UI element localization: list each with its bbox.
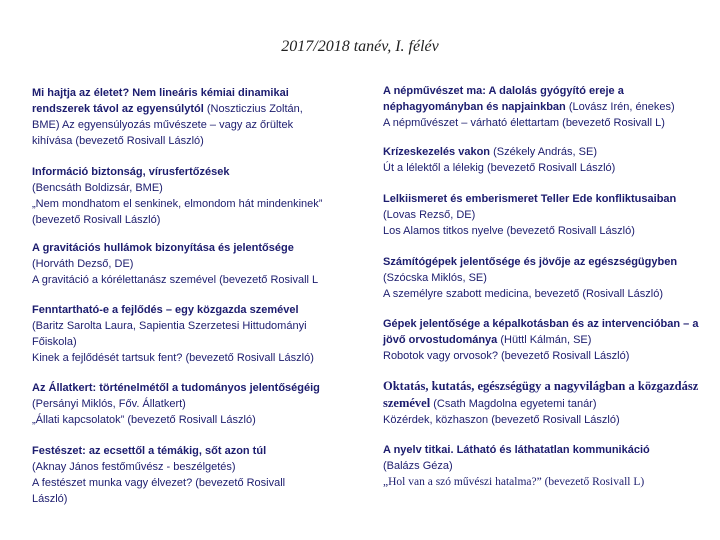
lecture-item bbox=[383, 83, 693, 131]
lecture-intro: Robotok vagy orvosok? (bevezető Rosivall László) bbox=[383, 350, 630, 362]
lecture-item bbox=[383, 378, 713, 428]
lecture-title: A gravitációs hullámok bizonyítása és jelentősége bbox=[32, 242, 294, 254]
lecture-title: Számítógépek jelentősége és jövője az egészségügyben bbox=[383, 256, 678, 268]
lecture-intro: Közérdek, közhaszon (bevezető Rosivall László) bbox=[383, 414, 620, 426]
lecture-title: Gépek jelentősége a képalkotásban és az intervencióban – a jövő orvostudománya bbox=[383, 318, 699, 346]
lecture-title: Krízeskezelés vakon bbox=[383, 146, 491, 158]
lecture-title: Fenntartható-e a fejlődés – egy közgazda szemével bbox=[32, 304, 299, 316]
lecture-item bbox=[32, 302, 342, 366]
lecture-speaker: (Lovas Rezső, DE) bbox=[383, 209, 476, 221]
lecture-intro: A gravitáció a kórélettanász szemével (bevezető Rosivall L bbox=[32, 274, 319, 286]
lecture-item bbox=[32, 85, 332, 149]
lecture-speaker: (Aknay János festőművész - beszélgetés) bbox=[32, 461, 236, 473]
lecture-item bbox=[383, 254, 703, 302]
lecture-title: Az Állatkert: történelmétől a tudományos jelentőségéig bbox=[32, 382, 320, 394]
page-title: 2017/2018 tanév, I. félév bbox=[281, 38, 439, 55]
lecture-intro: Los Alamos titkos nyelve (bevezető Rosivall László) bbox=[383, 225, 635, 237]
lecture-title: Információ biztonság, vírusfertőzések bbox=[32, 166, 230, 178]
lecture-speaker: (Persányi Miklós, Főv. Állatkert) bbox=[32, 398, 186, 410]
lecture-speaker: (Lovász Irén, énekes) bbox=[565, 101, 675, 113]
lecture-speaker: (Balázs Géza) bbox=[383, 460, 453, 472]
lecture-item bbox=[32, 443, 322, 507]
lecture-item bbox=[32, 164, 332, 228]
lecture-item bbox=[383, 442, 703, 490]
lecture-speaker: (Bencsáth Boldizsár, BME) bbox=[32, 182, 163, 194]
lecture-title: A népművészet ma: A dalolás gyógyító ereje a néphagyományban és napjainkban bbox=[383, 85, 624, 113]
lecture-details: (Noszticzius Zoltán, BME) Az egyensúlyozás művészete – vagy az őrültek kihívása (bevezető Rosivall László) bbox=[32, 103, 303, 147]
lecture-title: Festészet: az ecsettől a témákig, sőt azon túl bbox=[32, 445, 267, 457]
lecture-item bbox=[383, 191, 703, 239]
lecture-speaker: (Horváth Dezső, DE) bbox=[32, 258, 134, 270]
lecture-intro: A népművészet – várható élettartam (bevezető Rosivall L) bbox=[383, 117, 665, 129]
lecture-item bbox=[32, 380, 352, 428]
lecture-intro: Út a lélektől a lélekig (bevezető Rosivall László) bbox=[383, 162, 616, 174]
lecture-item bbox=[32, 240, 342, 288]
lecture-intro: „Hol van a szó művészi hatalma?” (bevezető Rosivall L) bbox=[383, 476, 645, 488]
lecture-intro: „Állati kapcsolatok” (bevezető Rosivall László) bbox=[32, 414, 256, 426]
lecture-item bbox=[383, 144, 703, 176]
lecture-title: A nyelv titkai. Látható és láthatatlan kommunikáció bbox=[383, 444, 650, 456]
lecture-intro: A személyre szabott medicina, bevezető (Rosivall László) bbox=[383, 288, 664, 300]
lecture-speaker: (Hüttl Kálmán, SE) bbox=[497, 334, 592, 346]
lecture-intro: „Nem mondhatom el senkinek, elmondom hát mindenkinek” (bevezető Rosivall László) bbox=[32, 198, 323, 226]
lecture-intro: A festészet munka vagy élvezet? (bevezető Rosivall László) bbox=[32, 477, 286, 505]
lecture-speaker: (Székely András, SE) bbox=[490, 146, 598, 158]
lecture-speaker: (Baritz Sarolta Laura, Sapientia Szerzetesi Hittudományi Főiskola) bbox=[32, 320, 307, 348]
lecture-speaker: (Szócska Miklós, SE) bbox=[383, 272, 487, 284]
lecture-intro: Kinek a fejlődését tartsuk fent? (bevezető Rosivall László) bbox=[32, 352, 314, 364]
lecture-title: Lelkiismeret és emberismeret Teller Ede konfliktusaiban bbox=[383, 193, 677, 205]
lecture-item bbox=[383, 316, 703, 364]
lecture-speaker: (Csath Magdolna egyetemi tanár) bbox=[430, 398, 597, 410]
lecture-title: Oktatás, kutatás, egészségügy a nagyvilágban a közgazdász szemével bbox=[383, 379, 699, 410]
lecture-title: Mi hajtja az életet? Nem lineáris kémiai dinamikai rendszerek távol az egyensúlytól bbox=[32, 87, 289, 115]
